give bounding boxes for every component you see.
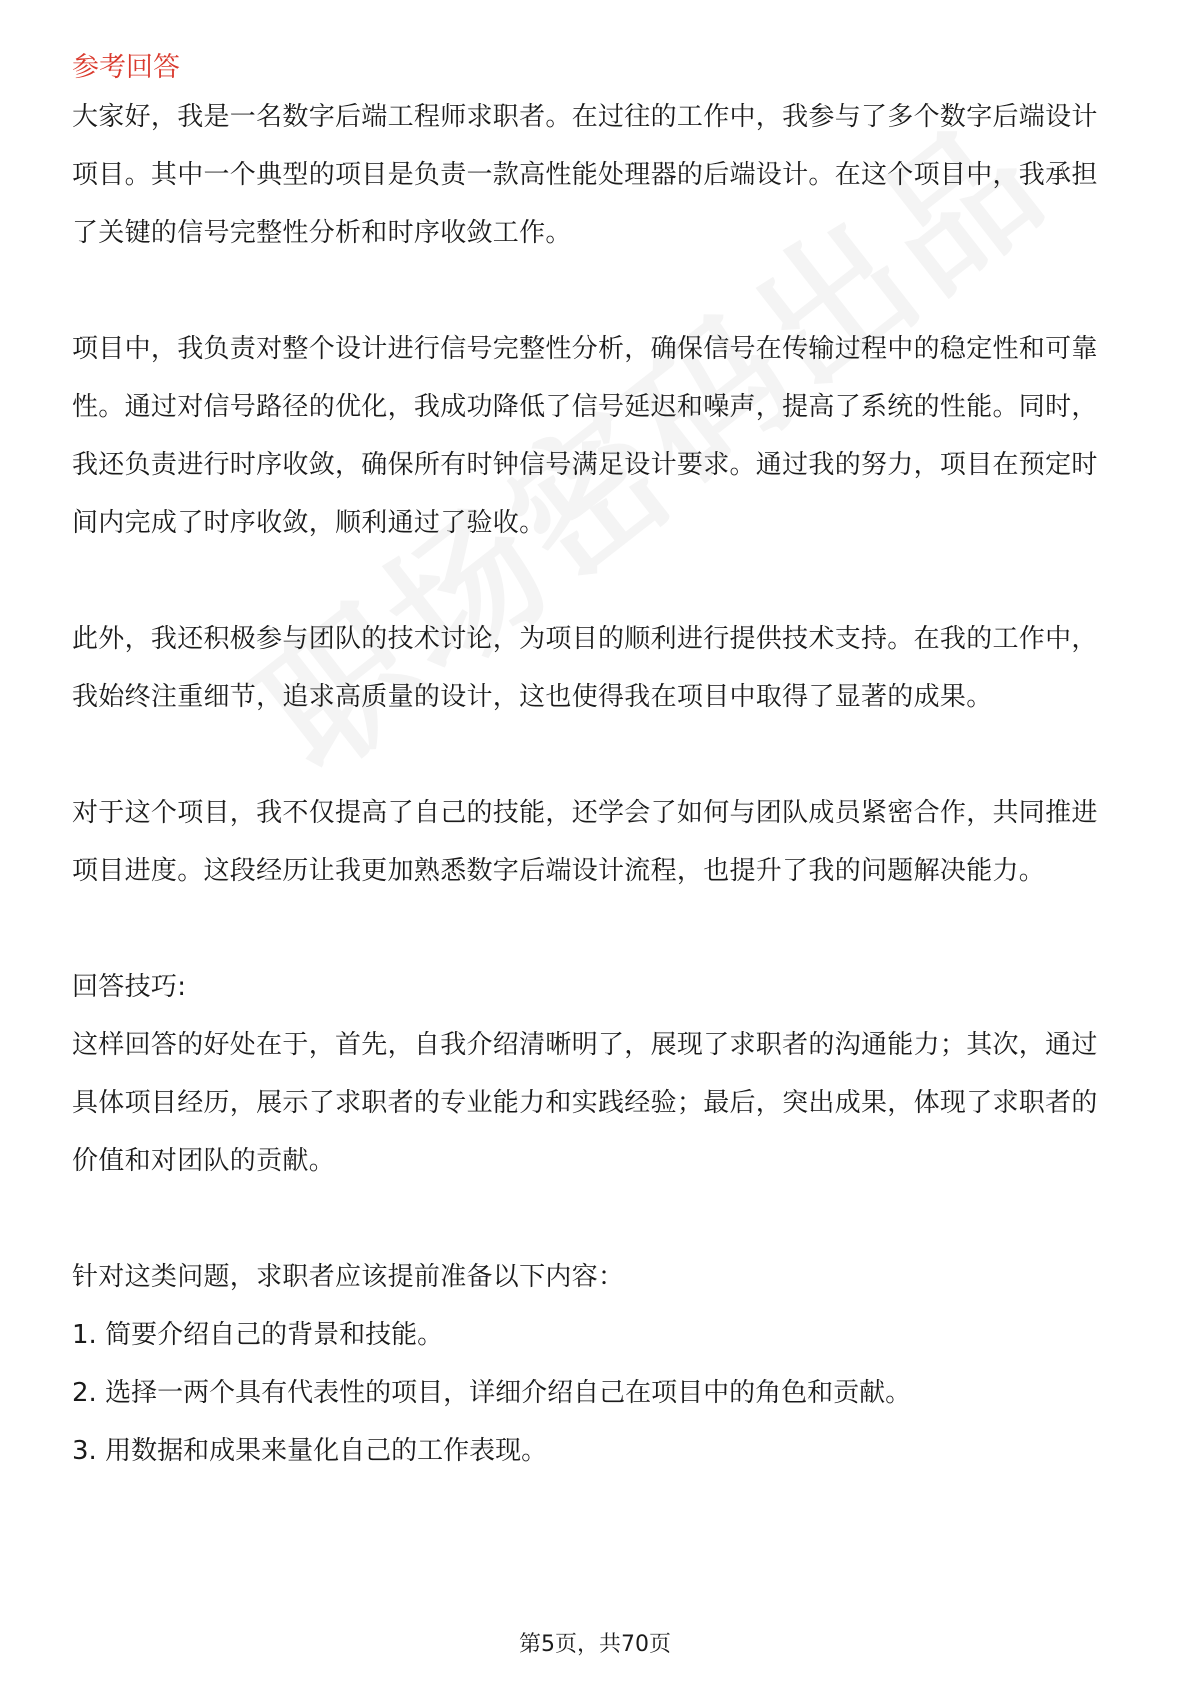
section-heading: 参考回答 — [72, 52, 180, 83]
answer-content — [72, 48, 1118, 1480]
spacer — [72, 552, 1118, 610]
tips-text: 这样回答的好处在于，首先，自我介绍清晰明了，展现了求职者的沟通能力；其次，通过具体项目经历，展示了求职者的专业能力和实践经验；最后，突出成果，体现了求职者的价值和对团队的贡献。 — [72, 1030, 1098, 1176]
spacer — [72, 262, 1118, 320]
page-number: 第5页，共70页 — [519, 1632, 671, 1657]
spacer — [72, 726, 1118, 784]
prep-item: 2. 选择一两个具有代表性的项目，详细介绍自己在项目中的角色和贡献。 — [72, 1378, 912, 1408]
spacer — [72, 1190, 1118, 1248]
paragraph-project: 项目中，我负责对整个设计进行信号完整性分析，确保信号在传输过程中的稳定性和可靠性。通过对信号路径的优化，我成功降低了信号延迟和噪声，提高了系统的性能。同时，我还负责进行时序收敛，确保所有时钟信号满足设计要求。通过我的努力，项目在预定时间内完成了时序收敛，顺利通过了验收。 — [72, 334, 1098, 538]
spacer — [72, 900, 1118, 958]
tips-label: 回答技巧: — [72, 972, 187, 1002]
prep-item: 1. 简要介绍自己的背景和技能。 — [72, 1320, 444, 1350]
paragraph-growth: 对于这个项目，我不仅提高了自己的技能，还学会了如何与团队成员紧密合作，共同推进项目进度。这段经历让我更加熟悉数字后端设计流程，也提升了我的问题解决能力。 — [72, 798, 1098, 886]
paragraph-intro: 大家好，我是一名数字后端工程师求职者。在过往的工作中，我参与了多个数字后端设计项目。其中一个典型的项目是负责一款高性能处理器的后端设计。在这个项目中，我承担了关键的信号完整性分析和时序收敛工作。 — [72, 102, 1098, 248]
prep-intro: 针对这类问题，求职者应该提前准备以下内容： — [72, 1262, 625, 1292]
prep-item: 3. 用数据和成果来量化自己的工作表现。 — [72, 1436, 548, 1466]
paragraph-team: 此外，我还积极参与团队的技术讨论，为项目的顺利进行提供技术支持。在我的工作中，我始终注重细节，追求高质量的设计，这也使得我在项目中取得了显著的成果。 — [72, 624, 1098, 712]
